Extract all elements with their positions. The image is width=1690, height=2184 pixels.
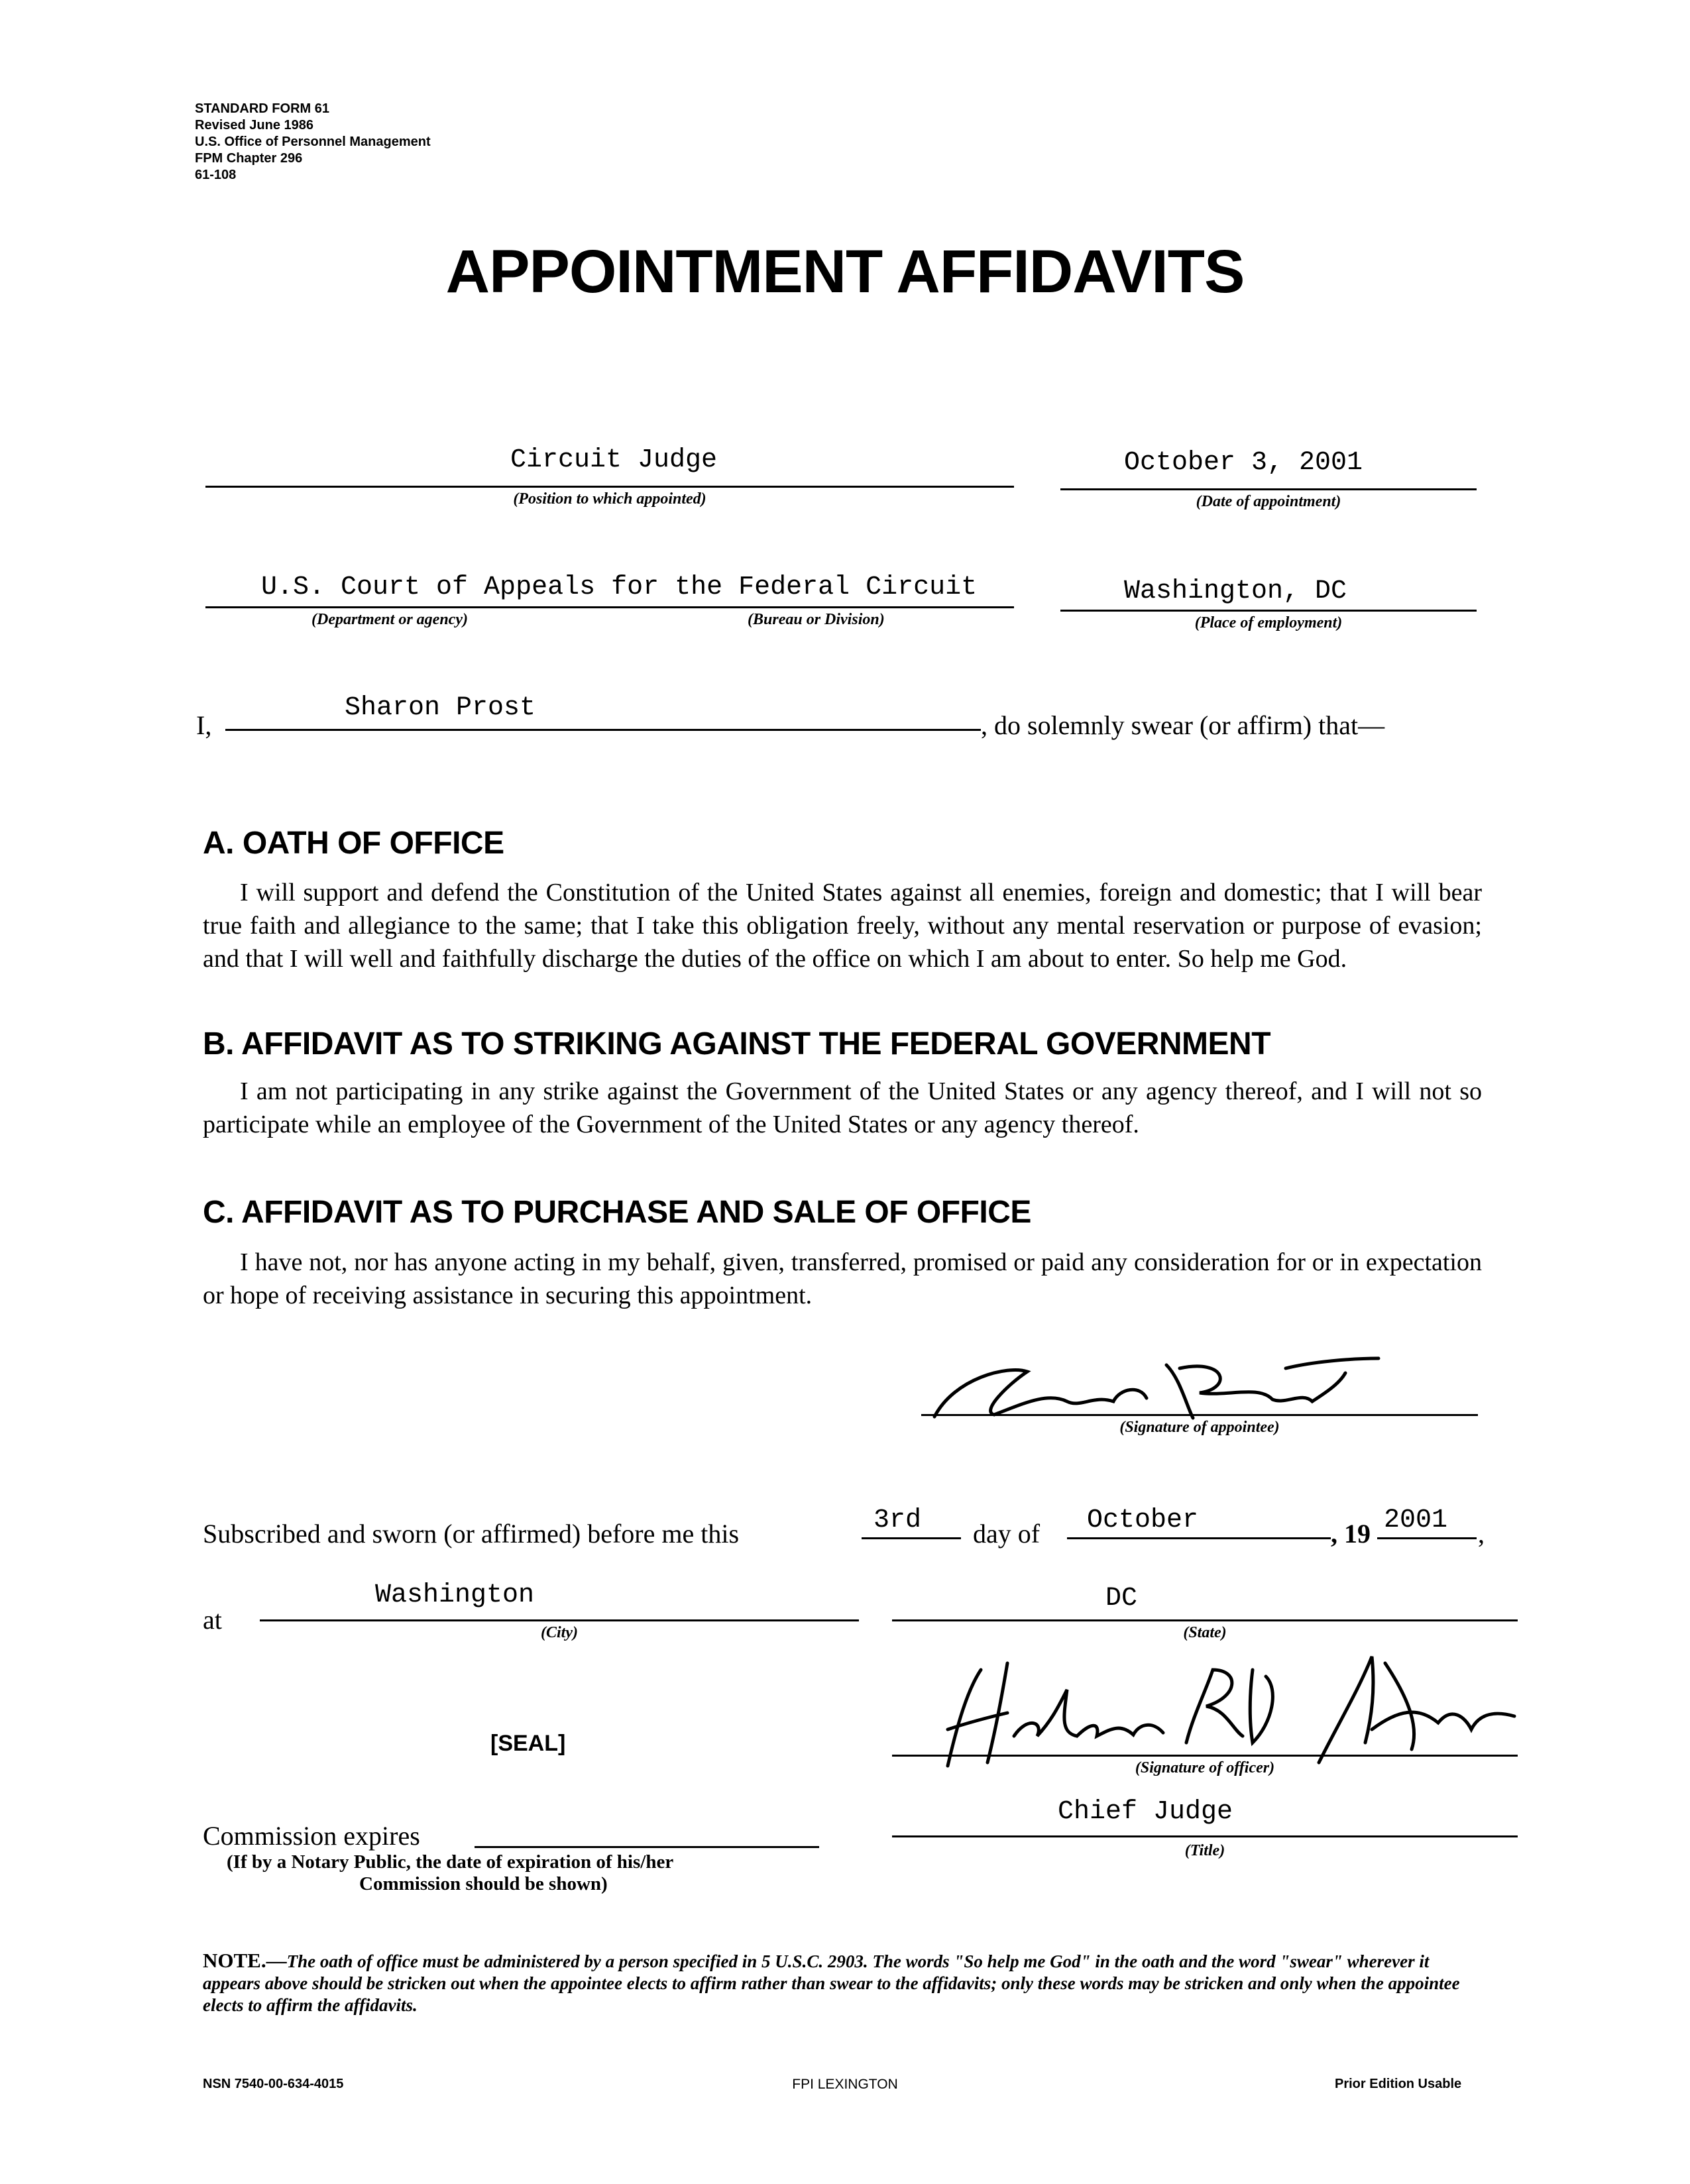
issuing-office: U.S. Office of Personnel Management — [195, 135, 431, 149]
form-header — [195, 101, 431, 184]
state-caption: (State) — [1183, 1624, 1227, 1641]
place-caption: (Place of employment) — [1194, 614, 1343, 631]
footer-nsn: NSN 7540-00-634-4015 — [203, 2077, 344, 2091]
at-label: at — [203, 1605, 222, 1635]
sworn-prefix: Subscribed and sworn (or affirmed) before me this — [203, 1519, 740, 1549]
commission-note-line1: (If by a Notary Public, the date of expiration of his/her — [227, 1851, 674, 1873]
officer-title-underline — [892, 1835, 1518, 1837]
date-value[interactable]: October 3, 2001 — [1124, 448, 1363, 478]
footer-edition: Prior Edition Usable — [1335, 2077, 1462, 2091]
place-value[interactable]: Washington, DC — [1124, 576, 1347, 606]
sworn-day-of: day of — [973, 1519, 1041, 1549]
revision-date: Revised June 1986 — [195, 118, 313, 133]
state-value[interactable]: DC — [1105, 1584, 1138, 1613]
commission-note — [227, 1851, 673, 1895]
bureau-caption: (Bureau or Division) — [748, 611, 885, 628]
sworn-year-prefix: , 19 — [1331, 1519, 1371, 1549]
oath-prefix: I, — [196, 710, 212, 740]
sworn-year[interactable]: 2001 — [1384, 1505, 1448, 1535]
city-caption: (City) — [541, 1624, 578, 1641]
officer-title-caption: (Title) — [1184, 1842, 1225, 1859]
section-b-heading: B. AFFIDAVIT AS TO STRIKING AGAINST THE FEDERAL GOVERNMENT — [203, 1026, 1271, 1062]
appointee-signature — [915, 1338, 1392, 1425]
commission-underline — [475, 1846, 819, 1848]
fpm-chapter: FPM Chapter 296 — [195, 151, 303, 166]
sworn-year-underline — [1377, 1537, 1477, 1539]
department-caption: (Department or agency) — [311, 611, 468, 628]
commission-label: Commission expires — [203, 1821, 420, 1851]
section-a-heading: A. OATH OF OFFICE — [203, 826, 504, 861]
position-caption: (Position to which appointed) — [513, 490, 706, 508]
note-label: NOTE.— — [203, 1949, 287, 1972]
section-c-heading: C. AFFIDAVIT AS TO PURCHASE AND SALE OF OFFICE — [203, 1195, 1031, 1230]
form-number: STANDARD FORM 61 — [195, 101, 329, 116]
position-value[interactable]: Circuit Judge — [510, 445, 718, 475]
footer-printer: FPI LEXINGTON — [792, 2077, 898, 2092]
section-a-text: I will support and defend the Constitution of the United States against all enemies, foreign and domestic; that I will bear true faith and allegiance to the same; that I take this obligation freely, without any mental reservation or purpose of evasion; and that I will well and faithfully discharge the duties of the office on which I am about to enter. So help me God. — [203, 879, 1482, 973]
form-code: 61-108 — [195, 168, 237, 182]
sworn-year-suffix: , — [1478, 1519, 1485, 1549]
sworn-month-underline — [1067, 1537, 1331, 1539]
state-underline — [892, 1619, 1518, 1621]
position-underline — [205, 486, 1014, 488]
department-underline — [205, 606, 1014, 608]
oath-suffix: , do solemnly swear (or affirm) that— — [981, 710, 1385, 740]
note-block — [203, 1949, 1482, 2016]
city-value[interactable]: Washington — [375, 1580, 535, 1610]
note-text: The oath of office must be administered by a person specified in 5 U.S.C. 2903. The words "So help me God" in the oath and the word "swear" wherever it appears above should be stricken out when the appointee elects to affirm rather than swear to the affidavits; only these words may be stricken and only when the appointee elects to affirm the affidavits. — [203, 1951, 1460, 2015]
department-value[interactable]: U.S. Court of Appeals for the Federal Circuit — [261, 573, 978, 602]
section-c-text: I have not, nor has anyone acting in my behalf, given, transferred, promised or paid any consideration for or in expectation or hope of receiving assistance in securing this appointment. — [203, 1248, 1482, 1309]
seal-label: [SEAL] — [490, 1731, 566, 1756]
officer-title-value[interactable]: Chief Judge — [1058, 1797, 1233, 1827]
page-title: APPOINTMENT AFFIDAVITS — [445, 238, 1245, 305]
appointee-signature-underline — [921, 1414, 1478, 1416]
date-caption: (Date of appointment) — [1196, 493, 1341, 510]
section-b-text: I am not participating in any strike against the Government of the United States or any agency thereof, and I will not so participate while an employee of the Government of the United States or any agency thereof. — [203, 1077, 1482, 1138]
officer-signature-caption: (Signature of officer) — [1135, 1759, 1275, 1776]
officer-signature-underline — [892, 1755, 1518, 1757]
appointee-signature-caption: (Signature of appointee) — [1119, 1419, 1280, 1436]
sworn-month[interactable]: October — [1087, 1505, 1199, 1535]
sworn-day-underline — [862, 1537, 961, 1539]
commission-note-line2: Commission should be shown) — [359, 1873, 608, 1894]
sworn-day[interactable]: 3rd — [873, 1505, 922, 1535]
appointee-name[interactable]: Sharon Prost — [345, 693, 536, 723]
place-underline — [1060, 610, 1477, 612]
date-underline — [1060, 488, 1477, 490]
city-underline — [260, 1619, 859, 1621]
name-underline — [225, 729, 981, 731]
